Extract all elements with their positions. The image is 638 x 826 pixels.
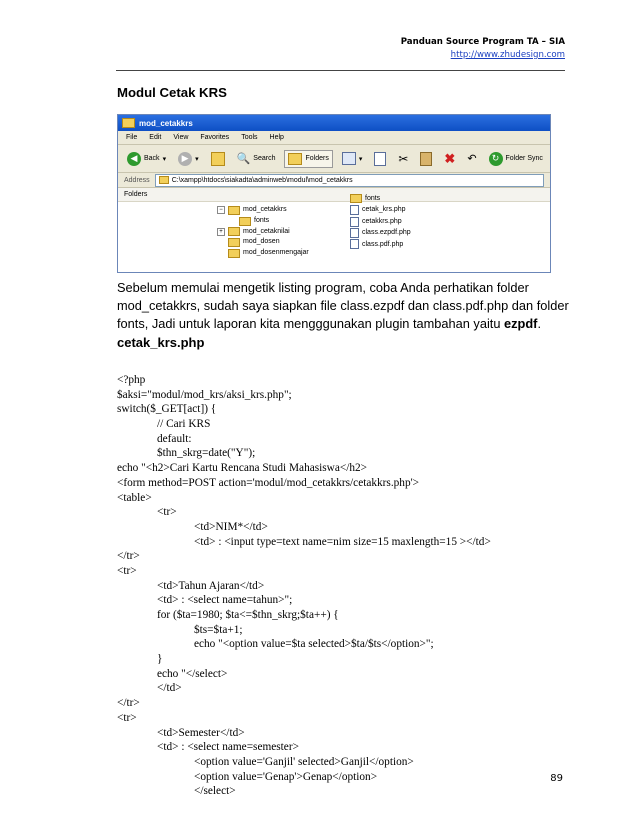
address-label: Address [124, 176, 150, 184]
tree-item-mod-cetaknilai[interactable]: + mod_cetaknilai [217, 227, 309, 238]
explorer-screenshot [117, 114, 551, 273]
file-item-class-pdf[interactable]: class.pdf.php [350, 239, 411, 250]
folder-icon [122, 118, 135, 128]
tree-item-mod-dosenmengajar[interactable]: mod_dosenmengajar [217, 248, 309, 259]
folder-icon [350, 194, 362, 203]
up-folder-icon [211, 152, 225, 166]
folder-icon [159, 176, 169, 184]
folder-tree [217, 205, 309, 259]
scissors-icon: ✂ [398, 151, 409, 166]
menu-help[interactable]: Help [269, 134, 284, 141]
explorer-titlebar [118, 115, 550, 131]
paste-icon [420, 152, 432, 166]
code-line: <td>Tahun Ajaran</td> [157, 579, 265, 592]
address-bar [118, 173, 550, 188]
undo-button[interactable] [464, 150, 479, 167]
php-file-icon [350, 239, 359, 249]
code-line: <tr> [117, 711, 137, 724]
tree-item-mod-cetakkrs[interactable]: − mod_cetakkrs [217, 205, 309, 216]
intro-paragraph [117, 279, 587, 333]
code-line: <tr> [157, 506, 177, 519]
code-line: <td> : <select name=tahun>"; [157, 594, 293, 607]
php-file-icon [350, 228, 359, 238]
code-line: <tr> [117, 564, 137, 577]
copy-button[interactable] [371, 150, 389, 168]
folder-open-icon [228, 206, 240, 215]
php-file-icon [350, 205, 359, 215]
explorer-panes [118, 195, 550, 262]
folder-icon [228, 249, 240, 258]
folder-sync-button[interactable]: ↻ Folder Sync [486, 150, 546, 168]
code-line: <td>Semester</td> [157, 726, 245, 739]
code-line: $ts=$ta+1; [194, 623, 243, 636]
header-url-link[interactable]: http://www.zhudesign.com [450, 50, 565, 60]
code-line: <td> : <input type=text name=nim size=15 maxlength=15 ></td> [194, 535, 491, 548]
folder-icon [239, 217, 251, 226]
tree-item-fonts[interactable]: fonts [217, 216, 309, 227]
cut-button[interactable] [395, 150, 411, 168]
explorer-window-title: mod_cetakkrs [139, 118, 193, 128]
header-divider [116, 70, 565, 71]
menu-file[interactable]: File [126, 134, 138, 141]
code-line: <option value='Genap'>Genap</option> [194, 770, 378, 783]
code-line: // Cari KRS [157, 418, 211, 431]
back-arrow-icon: ◀ [127, 152, 141, 166]
undo-icon: ↶ [467, 153, 477, 165]
explorer-menubar [118, 131, 550, 145]
delete-button[interactable] [441, 149, 458, 169]
code-line: <td> : <select name=semester> [157, 741, 299, 754]
intro-tail: . [537, 316, 541, 331]
file-item-class-ezpdf[interactable]: class.ezpdf.php [350, 227, 411, 238]
search-icon: 🔍 [236, 153, 251, 165]
code-line: $aksi="modul/mod_krs/aksi_krs.php"; [117, 388, 292, 401]
expand-plus-icon[interactable]: + [217, 228, 225, 236]
code-line: <form method=POST action='modul/mod_cetakkrs/cetakkrs.php'> [117, 476, 419, 489]
chevron-down-icon: ▾ [358, 155, 363, 163]
forward-arrow-icon: ▶ [178, 152, 192, 166]
address-value: C:\xampp\htdocs\siakadta\adminweb\modul\mod_cetakkrs [171, 176, 353, 184]
chevron-down-icon: ▾ [195, 155, 199, 163]
menu-edit[interactable]: Edit [149, 134, 162, 141]
code-line: echo "<option value=$ta selected>$ta/$ts</option>"; [194, 638, 434, 651]
file-list [350, 193, 411, 250]
code-line: </tr> [117, 550, 140, 563]
paste-button[interactable] [417, 150, 435, 168]
forward-button[interactable] [175, 150, 202, 168]
folders-pane-header: Folders [118, 188, 550, 202]
views-button[interactable] [339, 150, 366, 167]
code-listing [117, 373, 491, 799]
views-icon [342, 152, 356, 165]
section-title: Modul Cetak KRS [117, 85, 227, 100]
delete-x-icon: ✖ [444, 150, 456, 166]
code-line: <option value='Ganjil' selected>Ganjil</option> [194, 755, 414, 768]
address-field[interactable] [155, 174, 544, 187]
code-line: </td> [157, 682, 182, 695]
tree-item-mod-dosen[interactable]: mod_dosen [217, 237, 309, 248]
file-item-cetak-krs[interactable]: cetak_krs.php [350, 204, 411, 215]
up-folder-button[interactable] [208, 150, 228, 168]
folder-icon [228, 238, 240, 247]
code-line: default: [157, 432, 192, 445]
php-file-icon [350, 217, 359, 227]
code-line: echo "<h2>Cari Kartu Rencana Studi Mahasiswa</h2> [117, 462, 368, 475]
folders-icon [288, 153, 302, 165]
code-line: <?php [117, 374, 146, 386]
copy-icon [374, 152, 386, 166]
code-line: switch($_GET[act]) { [117, 403, 217, 416]
code-line: </select> [194, 785, 236, 798]
menu-tools[interactable]: Tools [241, 134, 258, 141]
code-line: </tr> [117, 697, 140, 710]
folder-icon [228, 227, 240, 236]
folders-button[interactable]: Folders [284, 150, 332, 168]
file-item-cetakkrs[interactable]: cetakkrs.php [350, 216, 411, 227]
explorer-toolbar [118, 145, 550, 173]
search-button[interactable]: 🔍 Search [236, 153, 276, 165]
page-number: 89 [550, 773, 563, 784]
code-line: } [157, 653, 163, 666]
code-line: for ($ta=1980; $ta<=$thn_skrg;$ta++) { [157, 609, 339, 621]
file-item-fonts[interactable]: fonts [350, 193, 411, 204]
page-header [401, 36, 565, 62]
code-line: echo "</select> [157, 667, 228, 680]
code-line: <td>NIM*</td> [194, 520, 268, 533]
header-title: Panduan Source Program TA – SIA [400, 37, 565, 47]
code-line: <table> [117, 491, 152, 504]
intro-bold-ezpdf: ezpdf [504, 316, 538, 331]
file-title: cetak_krs.php [117, 335, 205, 350]
menu-view[interactable]: View [173, 134, 189, 141]
back-button[interactable]: ◀ Back ▾ [124, 150, 169, 168]
menu-favorites[interactable]: Favorites [200, 134, 230, 141]
collapse-minus-icon[interactable]: − [217, 206, 225, 214]
chevron-down-icon: ▾ [162, 155, 167, 163]
code-line: $thn_skrg=date("Y"); [157, 447, 256, 460]
folder-sync-icon: ↻ [489, 152, 503, 166]
intro-text: Sebelum memulai mengetik listing program, coba Anda perhatikan folder mod_cetakkrs, sudah saya siapkan file class.ezpdf dan class.pdf.php dan folder fonts, Jadi untuk laporan kita mengggunakan plugin tambahan yaitu [117, 280, 569, 331]
